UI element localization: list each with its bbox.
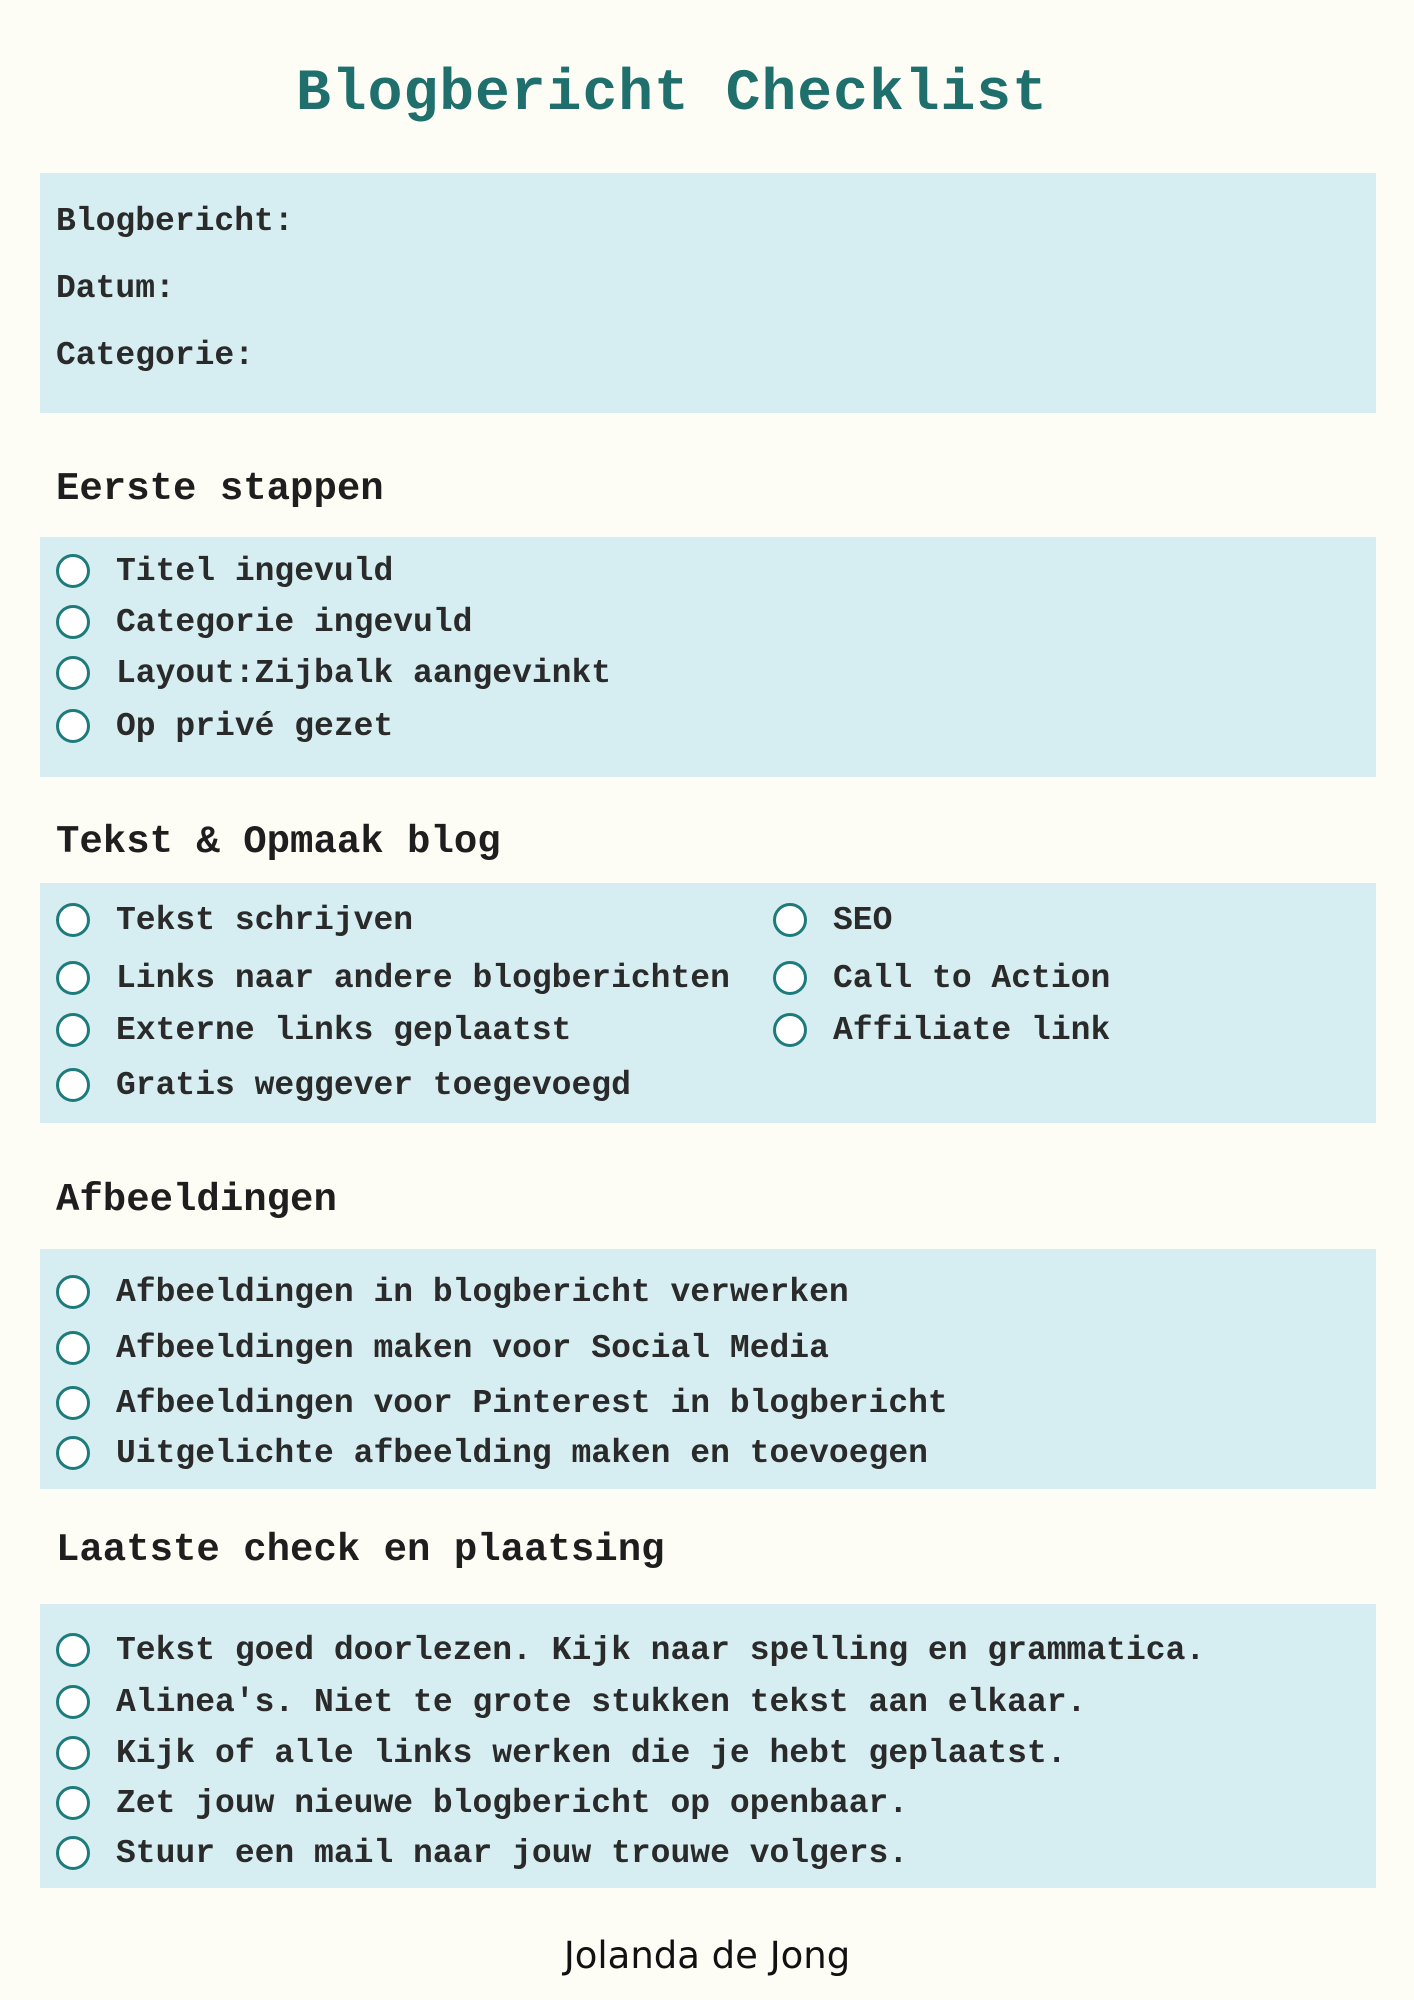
section-heading-laatste-check: Laatste check en plaatsing xyxy=(56,1528,665,1572)
checklist-item-label: Gratis weggever toegevoegd xyxy=(116,1066,631,1104)
checklist-item-label: Layout:Zijbalk aangevinkt xyxy=(116,654,612,692)
checklist-item[interactable] xyxy=(56,1731,1067,1775)
checklist-item-label: Zet jouw nieuwe blogbericht op openbaar. xyxy=(116,1784,909,1822)
checkbox-circle-icon[interactable] xyxy=(56,605,90,639)
checklist-item[interactable] xyxy=(56,1063,631,1107)
checklist-item-label: SEO xyxy=(833,901,893,939)
checklist-item[interactable] xyxy=(56,651,611,695)
checkbox-circle-icon[interactable] xyxy=(773,1013,807,1047)
checklist-item-label: Afbeeldingen in blogbericht verwerken xyxy=(116,1273,849,1311)
checkbox-circle-icon[interactable] xyxy=(773,903,807,937)
checklist-item[interactable] xyxy=(56,898,413,942)
checklist-item-label: Afbeeldingen voor Pinterest in blogbericht xyxy=(116,1384,948,1422)
checklist-item[interactable] xyxy=(56,1008,571,1052)
checklist-item[interactable] xyxy=(56,549,393,593)
checkbox-circle-icon[interactable] xyxy=(56,554,90,588)
checklist-item-label: Call to Action xyxy=(833,959,1111,997)
info-panel xyxy=(40,173,1376,413)
checkbox-circle-icon[interactable] xyxy=(56,656,90,690)
checkbox-circle-icon[interactable] xyxy=(56,1436,90,1470)
checklist-item-label: Titel ingevuld xyxy=(116,552,394,590)
section-heading-eerste-stappen: Eerste stappen xyxy=(56,467,384,511)
checklist-item[interactable] xyxy=(56,1431,928,1475)
checklist-item[interactable] xyxy=(56,1628,1205,1672)
checklist-item-label: Affiliate link xyxy=(833,1011,1111,1049)
checklist-item[interactable] xyxy=(56,1831,908,1875)
checkbox-circle-icon[interactable] xyxy=(56,1331,90,1365)
checkbox-circle-icon[interactable] xyxy=(56,903,90,937)
checklist-item[interactable] xyxy=(773,898,892,942)
datum-field-label: Datum: xyxy=(56,270,175,307)
checkbox-circle-icon[interactable] xyxy=(773,961,807,995)
checkbox-circle-icon[interactable] xyxy=(56,1685,90,1719)
checklist-item[interactable] xyxy=(56,1381,948,1425)
checkbox-circle-icon[interactable] xyxy=(56,1786,90,1820)
checklist-item-label: Tekst goed doorlezen. Kijk naar spelling en grammatica. xyxy=(116,1631,1206,1669)
checklist-item-label: Stuur een mail naar jouw trouwe volgers. xyxy=(116,1834,909,1872)
categorie-field-label: Categorie: xyxy=(56,337,255,374)
blogbericht-field-label: Blogbericht: xyxy=(56,203,294,240)
checklist-item[interactable] xyxy=(56,1326,829,1370)
checklist-item[interactable] xyxy=(773,1008,1110,1052)
checklist-item[interactable] xyxy=(56,600,472,644)
checkbox-circle-icon[interactable] xyxy=(56,1633,90,1667)
checklist-item[interactable] xyxy=(56,704,393,748)
section-heading-tekst-opmaak: Tekst & Opmaak blog xyxy=(56,820,501,864)
checkbox-circle-icon[interactable] xyxy=(56,1836,90,1870)
checklist-item-label: Links naar andere blogberichten xyxy=(116,959,730,997)
checklist-item-label: Categorie ingevuld xyxy=(116,603,473,641)
checklist-item-label: Kijk of alle links werken die je hebt geplaatst. xyxy=(116,1734,1067,1772)
checkbox-circle-icon[interactable] xyxy=(56,1013,90,1047)
checklist-item-label: Op privé gezet xyxy=(116,707,394,745)
checkbox-circle-icon[interactable] xyxy=(56,1386,90,1420)
checkbox-circle-icon[interactable] xyxy=(56,1068,90,1102)
checklist-item-label: Tekst schrijven xyxy=(116,901,414,939)
checklist-item[interactable] xyxy=(56,1680,1086,1724)
author-credit: Jolanda de Jong xyxy=(563,1934,851,1977)
checkbox-circle-icon[interactable] xyxy=(56,1275,90,1309)
page-title: Blogbericht Checklist xyxy=(296,62,1048,127)
checklist-item-label: Uitgelichte afbeelding maken en toevoegen xyxy=(116,1434,928,1472)
checklist-item-label: Alinea's. Niet te grote stukken tekst aan elkaar. xyxy=(116,1683,1087,1721)
checklist-item[interactable] xyxy=(773,956,1110,1000)
section-heading-afbeeldingen: Afbeeldingen xyxy=(56,1178,337,1222)
checkbox-circle-icon[interactable] xyxy=(56,709,90,743)
checklist-item[interactable] xyxy=(56,1270,849,1314)
checklist-item-label: Afbeeldingen maken voor Social Media xyxy=(116,1329,829,1367)
checklist-item[interactable] xyxy=(56,1781,908,1825)
checklist-item-label: Externe links geplaatst xyxy=(116,1011,572,1049)
checklist-item[interactable] xyxy=(56,956,730,1000)
checkbox-circle-icon[interactable] xyxy=(56,961,90,995)
checkbox-circle-icon[interactable] xyxy=(56,1736,90,1770)
